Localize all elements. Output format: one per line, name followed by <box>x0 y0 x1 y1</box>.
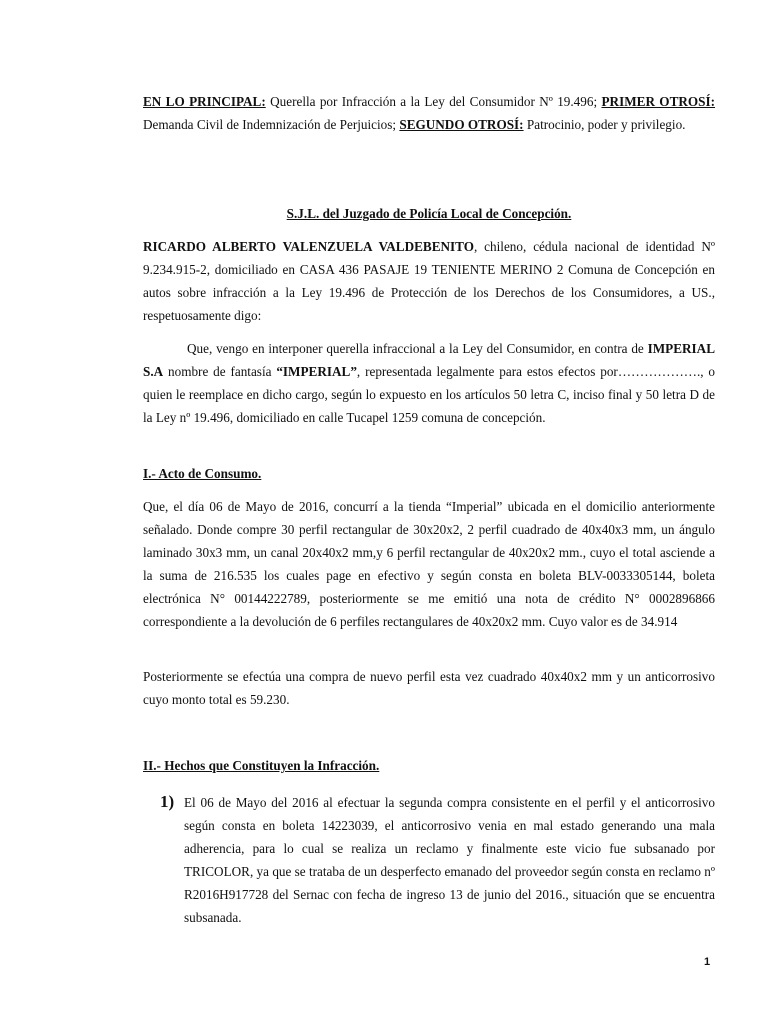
complaint-text-3: , representada legalmente para estos efectos por………………., o quien le reemplace en dicho cargo, según lo expuesto en los artículos 50 letra C, inciso final y 50 letra D de la Ley nº 19.496, domiciliado en calle Tucapel 1259 comuna de concepción. <box>143 364 715 425</box>
primer-otrosi-label: PRIMER OTROSÍ: <box>601 94 716 109</box>
brand-name: “IMPERIAL” <box>276 364 357 379</box>
section-1-paragraph-1: Que, el día 06 de Mayo de 2016, concurrí a la tienda “Imperial” ubicada en el domicilio anteriormente señalado. Donde compre 30 perfil rectangular de 30x20x2, 2 perfil cuadrado de 40x40x3 mm, un ángulo laminado 30x3 mm, un canal 20x40x2 mm,y 6 perfil rectangular de 40x20x2 mm., cuyo el total asciende a la suma de 216.535 los cuales page en efectivo y según consta en boleta BLV-0033305144, boleta electrónica N° 00144222789, posteriormente se me emitió una nota de crédito N° 0002896866 correspondiente a la devolución de 6 perfiles rectangulares de 40x20x2 mm. Cuyo valor es de 34.914 <box>143 499 715 629</box>
header-paragraph <box>143 90 715 136</box>
complaint-text-2: nombre de fantasía <box>163 364 277 379</box>
section-1-heading: I.- Acto de Consumo. <box>143 466 262 481</box>
section-2-heading: II.- Hechos que Constituyen la Infracción. <box>143 758 380 773</box>
plaintiff-name: RICARDO ALBERTO VALENZUELA VALDEBENITO <box>143 239 474 254</box>
complaint-text-1: Que, vengo en interponer querella infraccional a la Ley del Consumidor, en contra de <box>187 341 648 356</box>
list-item-number: 1) <box>160 792 175 811</box>
principal-text: Querella por Infracción a la Ley del Consumidor Nº 19.496; <box>265 94 602 109</box>
page-number: 1 <box>704 956 711 968</box>
complaint-paragraph <box>143 337 715 429</box>
primer-otrosi-text: Demanda Civil de Indemnización de Perjuicios; <box>143 117 400 132</box>
intro-text: , chileno, cédula nacional de identidad Nº 9.234.915-2, domiciliado en CASA 436 PASAJE 19 TENIENTE MERINO 2 Comuna de Concepción en autos sobre infracción a la Ley 19.496 de Protección de los Derechos de los Consumidores, a US., respetuosamente digo: <box>143 239 716 323</box>
list-item-text: El 06 de Mayo del 2016 al efectuar la segunda compra consistente en el perfil y el anticorrosivo según consta en boleta 14223039, el anticorrosivo venia en mal estado generando una mala adherencia, para lo cual se realiza un reclamo y finalmente este vicio fue subsanado por TRICOLOR, ya que se trataba de un desperfecto emanado del proveedor según consta en reclamo nº R2016H917728 del Sernac con fecha de ingreso 13 de junio del 2016., situación que se encuentra subsanada. <box>184 795 715 925</box>
section-1-paragraph-2: Posteriormente se efectúa una compra de nuevo perfil esta vez cuadrado 40x40x2 mm y un anticorrosivo cuyo monto total es 59.230. <box>143 669 715 707</box>
principal-label: EN LO PRINCIPAL: <box>143 94 266 109</box>
segundo-otrosi-label: SEGUNDO OTROSÍ: <box>399 117 524 132</box>
segundo-otrosi-text: Patrocinio, poder y privilegio. <box>523 117 686 132</box>
intro-paragraph <box>143 235 715 327</box>
court-title: S.J.L. del Juzgado de Policía Local de Concepción. <box>286 206 572 221</box>
company-name: IMPERIAL S.A <box>143 341 715 379</box>
